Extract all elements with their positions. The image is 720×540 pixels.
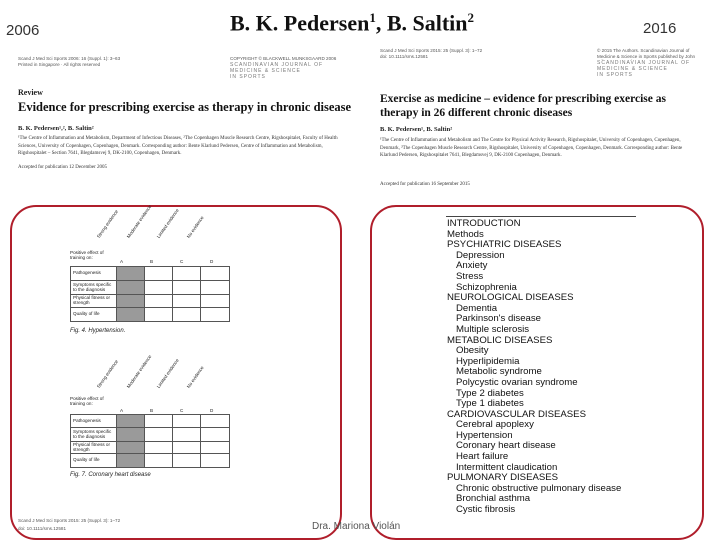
evidence-header-a: Strong evidence <box>95 358 120 389</box>
evidence-header-b: Moderate evidence <box>125 354 153 389</box>
contents-subitem: Multiple sclerosis <box>456 323 530 335</box>
grid-line <box>71 427 229 428</box>
grade-a: A <box>120 259 124 264</box>
grade-d: D <box>210 408 214 413</box>
contents-subitem: Parkinson's disease <box>456 313 542 325</box>
contents-heading: PULMONARY DISEASES <box>447 472 559 484</box>
paper-2006-accepted: Accepted for publication 12 December 2005 <box>18 165 107 170</box>
contents-subitem: Cerebral apoplexy <box>456 419 534 431</box>
author-credit: Dra. Mariona Violán <box>312 521 401 532</box>
paper-2016-accepted: Accepted for publication 16 September 2015 <box>380 182 470 187</box>
evidence-header-d: No evidence <box>185 215 205 239</box>
contents-subitem: Metabolic syndrome <box>456 366 542 378</box>
year-2006-label: 2006 <box>6 22 40 39</box>
copyright-2006: COPYRIGHT © BLACKWELL MUNKSGAARD 2006 <box>230 56 337 61</box>
figure-4-grid <box>70 266 230 322</box>
grade-c: C <box>180 408 184 413</box>
page-title <box>230 10 474 36</box>
contents-list <box>447 219 657 516</box>
contents-subitem: Depression <box>456 249 505 261</box>
evidence-header-d: No evidence <box>185 365 205 389</box>
figure-4 <box>40 204 270 342</box>
doi-2016: doi: 10.1111/sms.12581 <box>380 54 429 59</box>
row-label-quality: Quality of life <box>73 457 100 462</box>
grid-line <box>71 307 229 308</box>
contents-subitem: Bronchial asthma <box>456 493 531 505</box>
journal-line2-2016: MEDICINE & SCIENCE <box>597 66 668 72</box>
contents-subitem: Anxiety <box>456 260 488 272</box>
positive-effect-label: Positive effect of training on: <box>70 250 104 260</box>
citation-2006: Scand J Med Sci Sports 2006: 16 (Suppl. 1): 3–63 <box>18 56 121 61</box>
contents-subitem: Type 1 diabetes <box>456 398 524 410</box>
contents-subitem: Coronary heart disease <box>456 440 556 452</box>
contents-subitem: Chronic obstructive pulmonary disease <box>456 482 622 494</box>
grid-line <box>71 453 229 454</box>
contents-heading: CARDIOVASCULAR DISEASES <box>447 408 586 420</box>
paper-2006-authors: B. K. Pedersen¹,², B. Saltin² <box>18 125 94 132</box>
row-label-quality: Quality of life <box>73 311 100 316</box>
contents-subitem: Heart failure <box>456 451 509 463</box>
contents-heading: PSYCHIATRIC DISEASES <box>447 239 562 251</box>
grade-b: B <box>150 259 154 264</box>
paper-2016-authors: B. K. Pedersen¹, B. Saltin² <box>380 126 453 133</box>
section-review: Review <box>18 88 43 97</box>
title-sup-1: 1 <box>369 10 376 25</box>
row-label-symptoms: Symptoms specific to the diagnosis <box>73 429 112 439</box>
bottom-doi: doi: 10.1111/sms.12581 <box>18 526 67 531</box>
title-sup-2: 2 <box>467 10 475 25</box>
year-2016-label: 2016 <box>643 20 677 37</box>
citation-2016: Scand J Med Sci Sports 2015: 25 (Suppl. 3): 1–72 <box>380 48 483 53</box>
contents-top-rule <box>446 216 636 217</box>
grade-a: A <box>120 408 124 413</box>
contents-subitem: Obesity <box>456 345 489 357</box>
grid-line <box>71 280 229 281</box>
figure-7-grid <box>70 414 230 468</box>
title-author-2: B. Saltin <box>386 10 468 36</box>
row-label-pathogenesis: Pathogenesis <box>73 270 101 275</box>
contents-subitem: Polycystic ovarian syndrome <box>456 376 578 388</box>
paper-2006-affiliation: ¹The Centre of Inflammation and Metabolism, Department of Infectious Diseases, ²The Copenhagen Muscle Research Centre, Rigshospitalet, Faculty of Health Sciences, University of Copenhagen, Copenhagen, Denmark. Corresponding author: Bente Klarlund Pedersen, Centre of Inflammation and Metabolism, Rigshospitalet – Section 7641, Blegdamsvej 9, DK-2100, Copenhagen, Denmark. <box>18 136 338 156</box>
paper-2016-affiliation: ¹The Centre of Inflammation and Metabolism and The Centre for Physical Activity Research, Rigshospitalet, University of Copenhagen, Copenhagen, Denmark, ²The Copenhagen Muscle Research Centre, Rigshospitalet, University of Copenhagen, Copenhagen, Denmark. Corresponding author: Bente Klarlund Pedersen, Rigshospitalet 7641, Blegdamsvej 9, DK-2100 Copenhagen, Denmark. <box>380 138 683 158</box>
grade-d: D <box>210 259 214 264</box>
contents-subitem: Stress <box>456 270 484 282</box>
paper-2006-title: Evidence for prescribing exercise as therapy in chronic disease <box>18 100 352 114</box>
paper-2006-excerpt <box>18 52 363 177</box>
bottom-citation: Scand J Med Sci Sports 2015: 25 (Suppl. 3): 1–72 <box>18 518 121 523</box>
contents-subitem: Intermittent claudication <box>456 461 558 473</box>
figure-4-caption: Fig. 4. Hypertension. <box>70 328 126 334</box>
grade-b: B <box>150 408 154 413</box>
figure-7 <box>40 354 270 482</box>
journal-line3-2006: IN SPORTS <box>230 74 266 80</box>
contents-subitem: Dementia <box>456 302 498 314</box>
contents-heading: INTRODUCTION <box>447 218 521 229</box>
journal-line1-2006: SCANDINAVIAN JOURNAL OF <box>230 62 324 68</box>
evidence-header-a: Strong evidence <box>95 208 120 239</box>
paper-2016-excerpt <box>380 44 705 194</box>
rights-2016: © 2015 The Authors. Scandinavian Journal of Medicine & Science in Sports published by John <box>597 48 696 59</box>
row-label-pathogenesis: Pathogenesis <box>73 418 101 423</box>
contents-heading: Methods <box>447 228 484 240</box>
evidence-header-b: Moderate evidence <box>125 204 153 239</box>
contents-heading: NEUROLOGICAL DISEASES <box>447 292 574 304</box>
contents-subitem: Type 2 diabetes <box>456 387 524 399</box>
row-label-fitness: Physical fitness or strength <box>73 442 111 452</box>
figure-7-caption: Fig. 7. Coronary heart disease <box>70 472 151 478</box>
journal-line2-2006: MEDICINE & SCIENCE <box>230 68 301 74</box>
contents-subitem: Hyperlipidemia <box>456 355 520 367</box>
contents-subitem: Schizophrenia <box>456 281 517 293</box>
contents-subitem: Hypertension <box>456 429 513 441</box>
journal-line3-2016: IN SPORTS <box>597 72 633 78</box>
title-separator: , <box>375 10 387 36</box>
positive-effect-label: Positive effect of training on: <box>70 396 104 406</box>
row-label-symptoms: Symptoms specific to the diagnosis <box>73 282 112 292</box>
contents-heading: METABOLIC DISEASES <box>447 334 553 346</box>
evidence-header-c: Limited evidence <box>155 357 180 389</box>
paper-2016-title: Exercise as medicine – evidence for prescribing exercise as therapy in 26 different chronic diseases <box>380 93 666 119</box>
evidence-header-c: Limited evidence <box>155 207 180 239</box>
contents-subitem: Cystic fibrosis <box>456 504 516 516</box>
row-label-fitness: Physical fitness or strength <box>73 295 111 305</box>
title-author-1: B. K. Pedersen <box>230 10 370 36</box>
grade-c: C <box>180 259 184 264</box>
journal-line1-2016: SCANDINAVIAN JOURNAL OF <box>597 60 691 66</box>
rights-2006: Printed in Singapore · All rights reserved <box>18 62 101 67</box>
